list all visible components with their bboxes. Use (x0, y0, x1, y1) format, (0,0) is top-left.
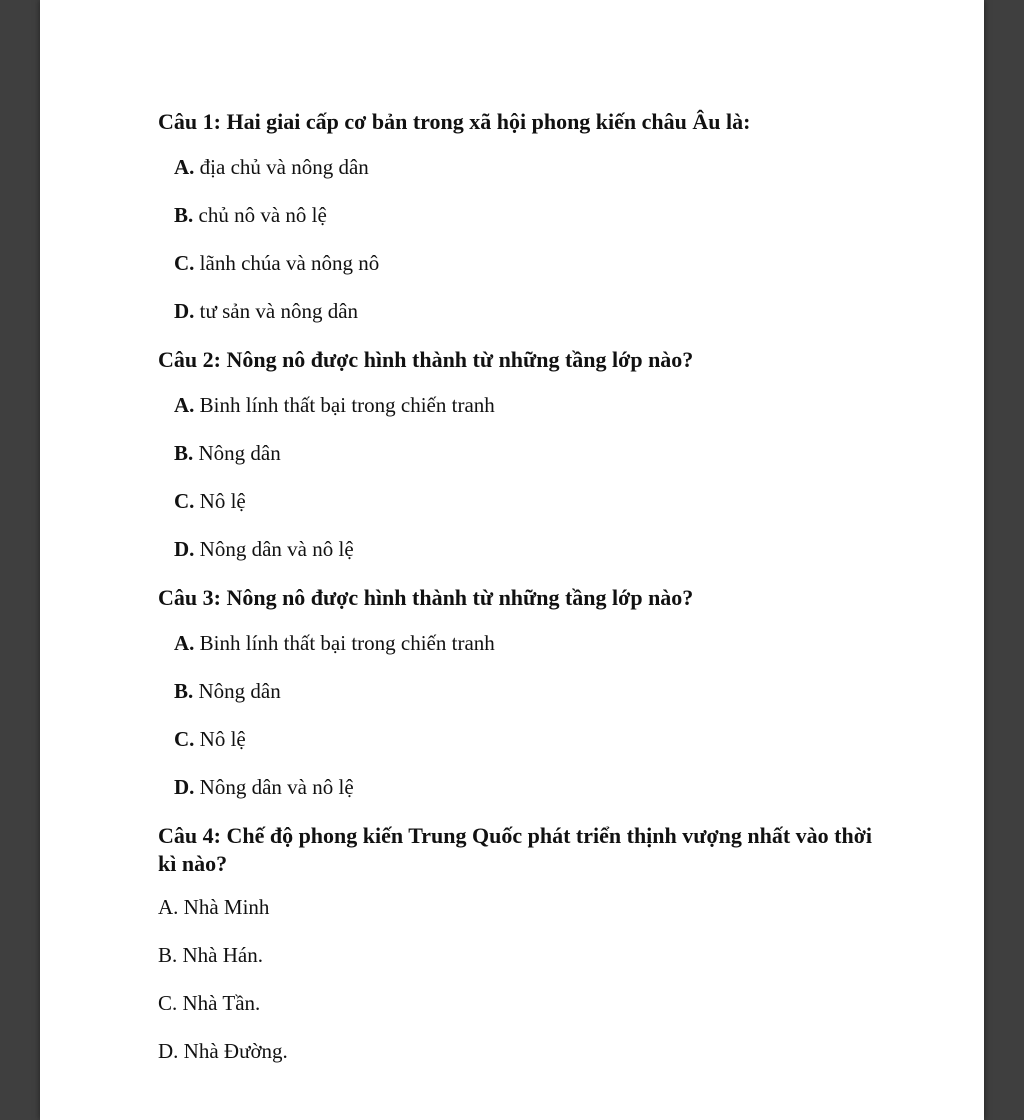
option-b (158, 942, 878, 968)
option-letter: C. (174, 727, 195, 751)
option-a (174, 392, 878, 418)
question-body: Hai giai cấp cơ bản trong xã hội phong kiến châu Âu là: (220, 109, 751, 134)
question-4 (158, 822, 878, 1064)
question-body: Nông nô được hình thành từ những tầng lớp nào? (220, 347, 694, 372)
option-text: Nông dân và nô lệ (194, 775, 354, 799)
option-letter: D. (174, 537, 195, 561)
question-number: Câu 3: (158, 585, 221, 610)
option-a (158, 894, 878, 920)
option-d (174, 536, 878, 562)
question-2 (158, 346, 878, 562)
option-text: lãnh chúa và nông nô (194, 251, 380, 275)
option-text: Nhà Đường. (178, 1039, 288, 1063)
option-b (174, 678, 878, 704)
option-letter: C. (158, 991, 178, 1015)
option-letter: B. (158, 943, 178, 967)
question-text (158, 346, 878, 374)
question-text (158, 108, 878, 136)
question-number: Câu 4: (158, 823, 221, 848)
question-1 (158, 108, 878, 324)
question-text (158, 584, 878, 612)
option-text: Binh lính thất bại trong chiến tranh (194, 631, 495, 655)
question-number: Câu 2: (158, 347, 221, 372)
option-b (174, 202, 878, 228)
quiz-content (158, 108, 878, 1086)
option-letter: A. (174, 155, 195, 179)
option-letter: D. (158, 1039, 179, 1063)
option-letter: C. (174, 489, 195, 513)
option-c (158, 990, 878, 1016)
question-body: Chế độ phong kiến Trung Quốc phát triển thịnh vượng nhất vào thời kì nào? (158, 823, 873, 876)
question-number: Câu 1: (158, 109, 221, 134)
option-d (174, 298, 878, 324)
option-d (174, 774, 878, 800)
option-letter: B. (174, 203, 194, 227)
question-body: Nông nô được hình thành từ những tầng lớp nào? (220, 585, 694, 610)
option-text: Nông dân (193, 679, 281, 703)
option-letter: D. (174, 775, 195, 799)
option-c (174, 488, 878, 514)
option-text: tư sản và nông dân (194, 299, 359, 323)
option-text: Nông dân (193, 441, 281, 465)
option-text: chủ nô và nô lệ (193, 203, 327, 227)
option-letter: D. (174, 299, 195, 323)
option-letter: A. (158, 895, 179, 919)
option-text: Nô lệ (194, 489, 246, 513)
option-letter: B. (174, 679, 194, 703)
option-letter: B. (174, 441, 194, 465)
question-3 (158, 584, 878, 800)
option-text: Nô lệ (194, 727, 246, 751)
option-text: Nhà Tần. (177, 991, 261, 1015)
option-c (174, 726, 878, 752)
option-b (174, 440, 878, 466)
option-c (174, 250, 878, 276)
question-text (158, 822, 878, 878)
option-d (158, 1038, 878, 1064)
option-a (174, 630, 878, 656)
option-text: Nông dân và nô lệ (194, 537, 354, 561)
option-letter: C. (174, 251, 195, 275)
option-letter: A. (174, 631, 195, 655)
option-a (174, 154, 878, 180)
option-text: Nhà Minh (178, 895, 270, 919)
option-text: địa chủ và nông dân (194, 155, 369, 179)
document-page (40, 0, 984, 1120)
option-text: Nhà Hán. (177, 943, 263, 967)
option-letter: A. (174, 393, 195, 417)
option-text: Binh lính thất bại trong chiến tranh (194, 393, 495, 417)
